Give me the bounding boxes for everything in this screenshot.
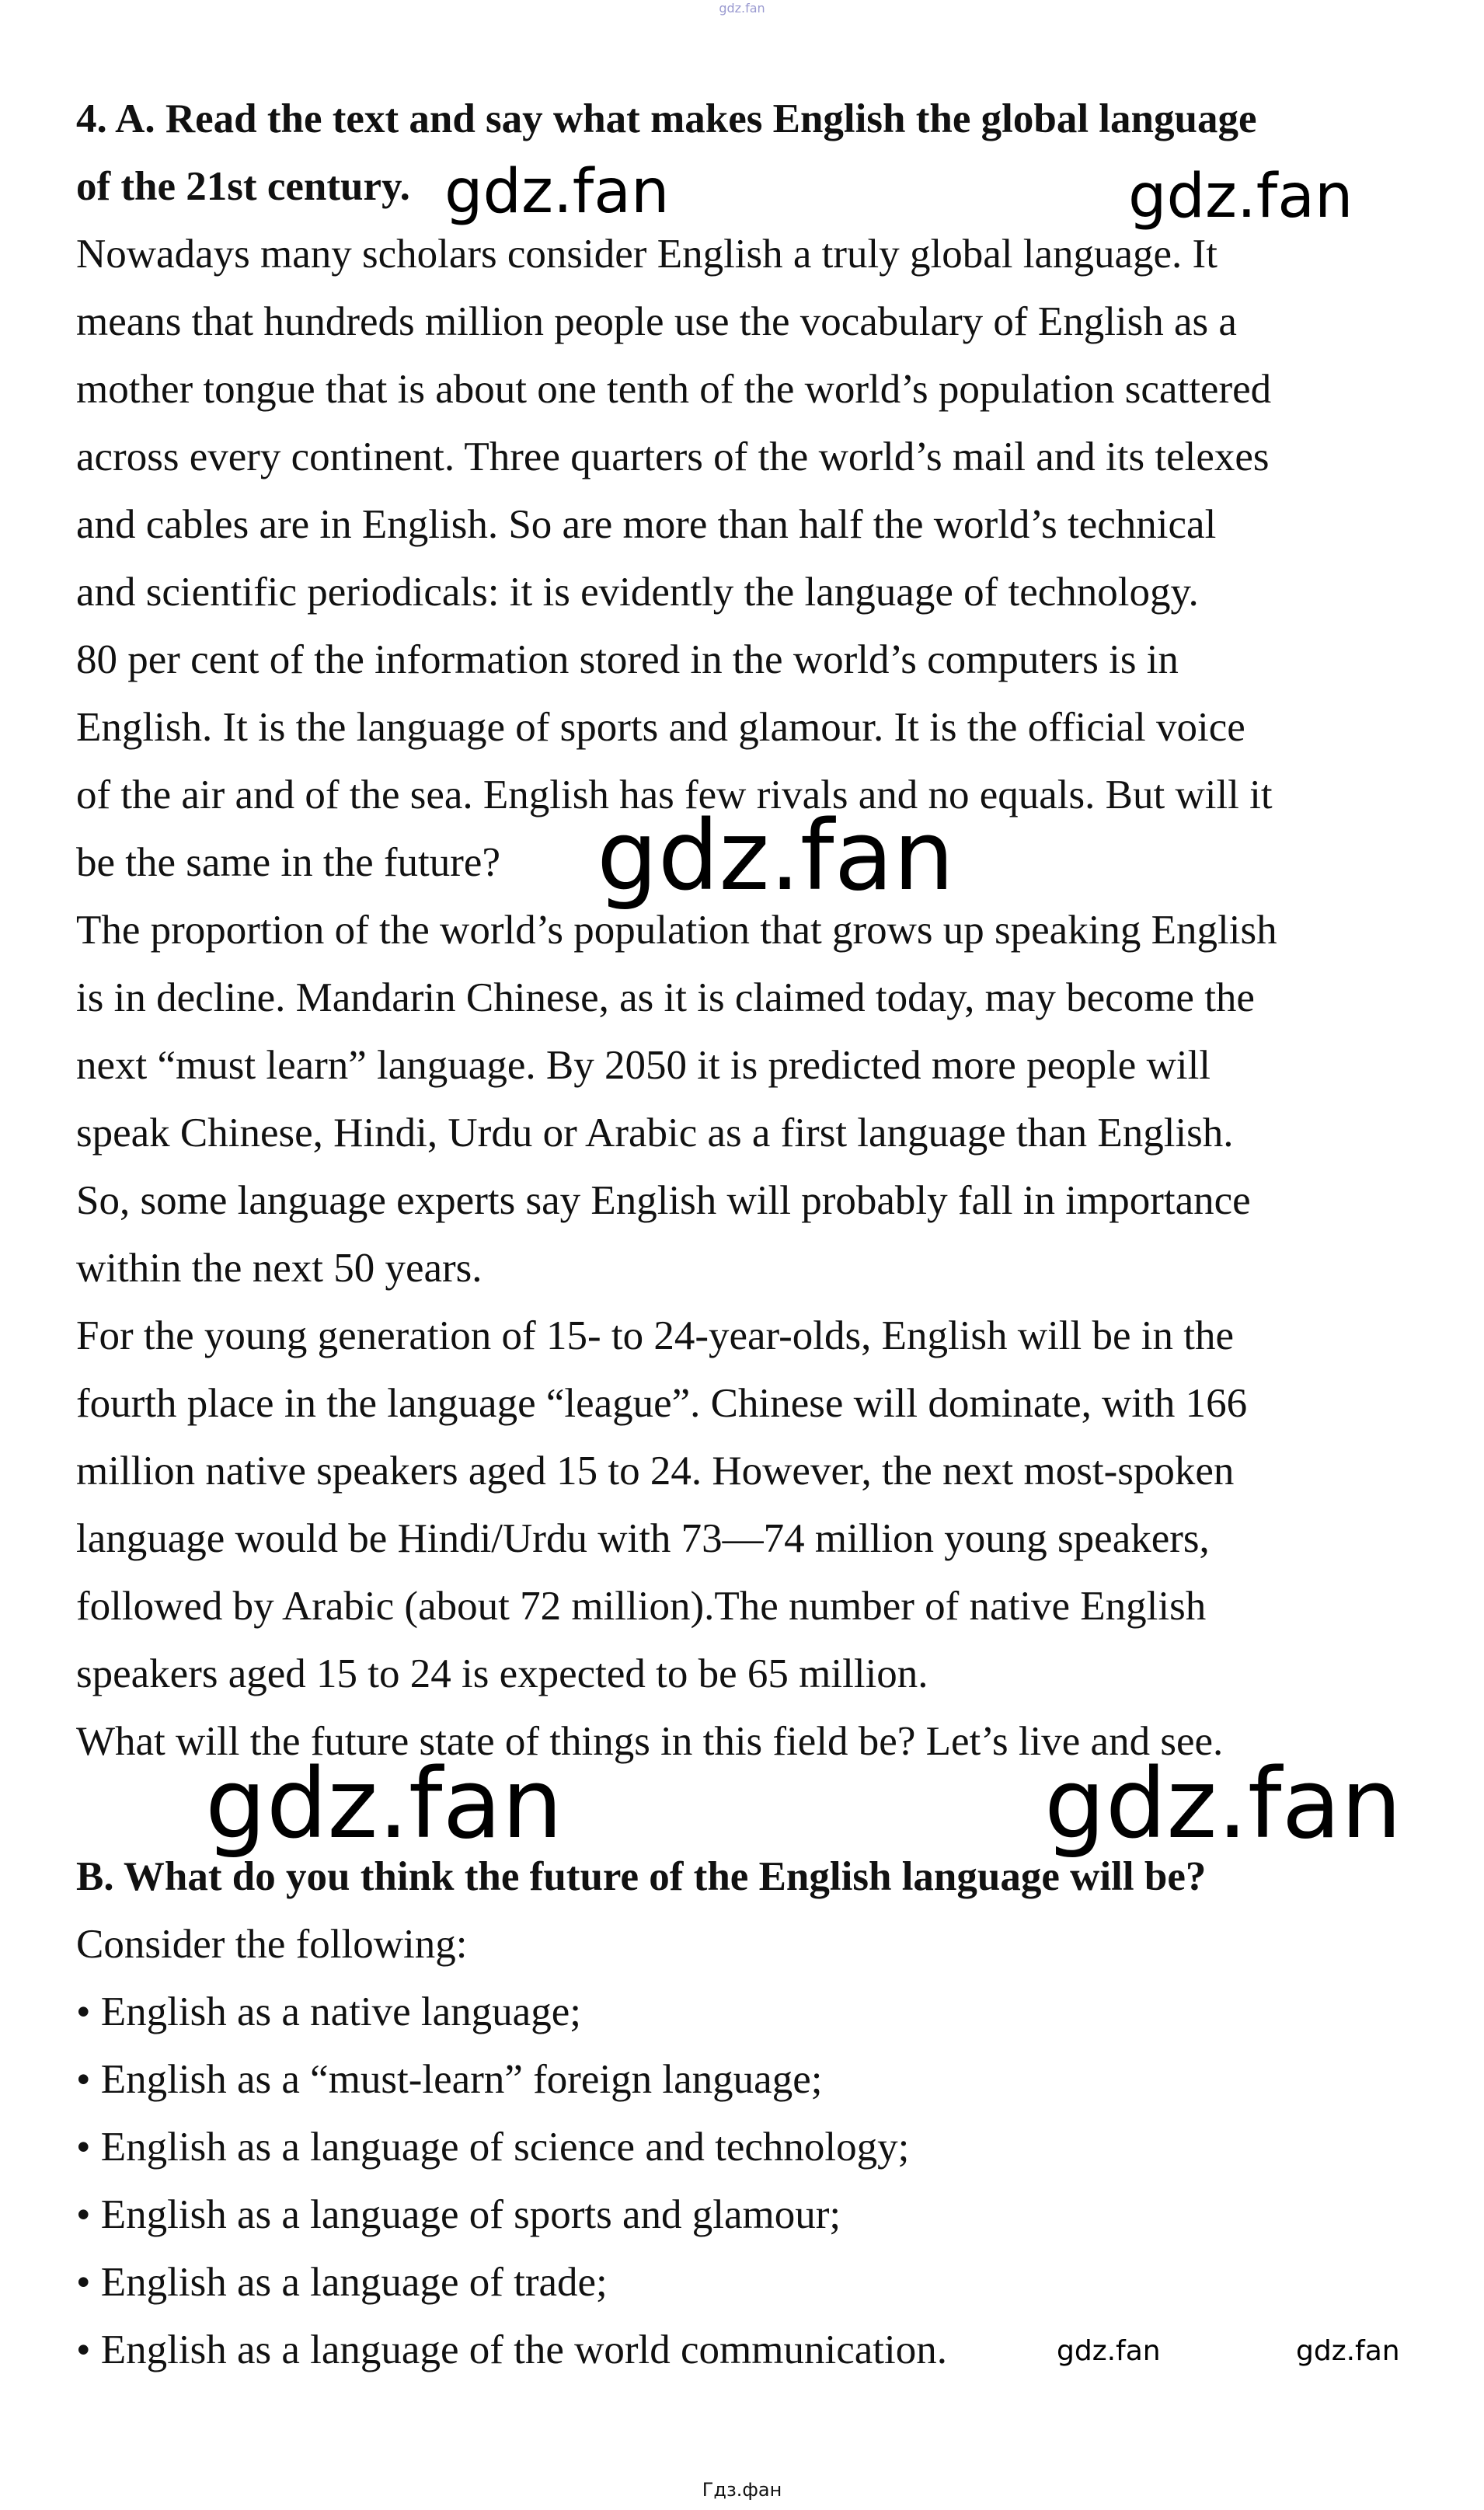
text-line: across every continent. Three quarters of the world’s mail and its telexes bbox=[76, 434, 1270, 479]
text-line: means that hundreds million people use the vocabulary of English as a bbox=[76, 299, 1237, 344]
watermark: gdz.fan bbox=[1057, 2335, 1161, 2367]
text-line: So, some language experts say English will probably fall in importance bbox=[76, 1178, 1251, 1223]
text-line: speakers aged 15 to 24 is expected to be 65 million. bbox=[76, 1651, 928, 1696]
list-item: • English as a language of science and technology; bbox=[76, 2125, 910, 2170]
text-line: be the same in the future? bbox=[76, 840, 500, 885]
text-line: followed by Arabic (about 72 million).The number of native English bbox=[76, 1584, 1207, 1629]
list-item: • English as a language of trade; bbox=[76, 2260, 608, 2305]
text-line: million native speakers aged 15 to 24. However, the next most-spoken bbox=[76, 1448, 1235, 1494]
watermark: gdz.fan bbox=[1128, 162, 1353, 232]
text-line: Nowadays many scholars consider English a truly global language. It bbox=[76, 232, 1218, 277]
list-item: • English as a language of the world communication. bbox=[76, 2327, 947, 2372]
header-watermark: gdz.fan bbox=[719, 1, 765, 16]
text-line: 80 per cent of the information stored in the world’s computers is in bbox=[76, 637, 1179, 682]
heading-b: B. What do you think the future of the English language will be? bbox=[76, 1854, 1207, 1899]
consider-label: Consider the following: bbox=[76, 1922, 468, 1967]
text-line: is in decline. Mandarin Chinese, as it is claimed today, may become the bbox=[76, 975, 1255, 1020]
text-line: English. It is the language of sports and glamour. It is the official voice bbox=[76, 705, 1245, 750]
paragraph-1 bbox=[76, 221, 1413, 626]
text-line: language would be Hindi/Urdu with 73—74 million young speakers, bbox=[76, 1516, 1210, 1561]
heading-a-line-2: of the 21st century. bbox=[76, 164, 410, 209]
paragraph-4 bbox=[76, 1302, 1413, 1708]
text-line: fourth place in the language “league”. Chinese will dominate, with 166 bbox=[76, 1381, 1248, 1426]
text-line: The proportion of the world’s population that grows up speaking English bbox=[76, 908, 1277, 953]
watermark: gdz.fan bbox=[1044, 1748, 1402, 1860]
text-line: within the next 50 years. bbox=[76, 1246, 482, 1291]
text-line: next “must learn” language. By 2050 it is predicted more people will bbox=[76, 1043, 1211, 1088]
text-line: and cables are in English. So are more than half the world’s technical bbox=[76, 502, 1217, 547]
paragraph-3 bbox=[76, 897, 1413, 1302]
bullet-list bbox=[76, 1978, 1413, 2384]
text-line: mother tongue that is about one tenth of the world’s population scattered bbox=[76, 367, 1272, 412]
list-item: • English as a language of sports and glamour; bbox=[76, 2192, 841, 2237]
list-item: • English as a native language; bbox=[76, 1989, 581, 2034]
text-line: of the air and of the sea. English has few rivals and no equals. But will it bbox=[76, 772, 1273, 817]
paragraph-5: What will the future state of things in this field be? Let’s live and see. bbox=[76, 1719, 1224, 1764]
exercise-page bbox=[76, 85, 1413, 2384]
watermark: gdz.fan bbox=[205, 1748, 563, 1860]
list-item: • English as a “must-learn” foreign language; bbox=[76, 2057, 823, 2102]
watermark: gdz.fan bbox=[1296, 2335, 1400, 2367]
watermark: gdz.fan bbox=[444, 157, 670, 227]
footer-label: Гдз.фан bbox=[702, 2479, 782, 2501]
watermark: gdz.fan bbox=[597, 800, 955, 912]
heading-a-line-1: 4. A. Read the text and say what makes English the global language bbox=[76, 96, 1257, 141]
text-line: and scientific periodicals: it is evidently the language of technology. bbox=[76, 570, 1199, 615]
text-line: For the young generation of 15- to 24-year-olds, English will be in the bbox=[76, 1313, 1235, 1358]
text-line: speak Chinese, Hindi, Urdu or Arabic as a first language than English. bbox=[76, 1110, 1234, 1156]
